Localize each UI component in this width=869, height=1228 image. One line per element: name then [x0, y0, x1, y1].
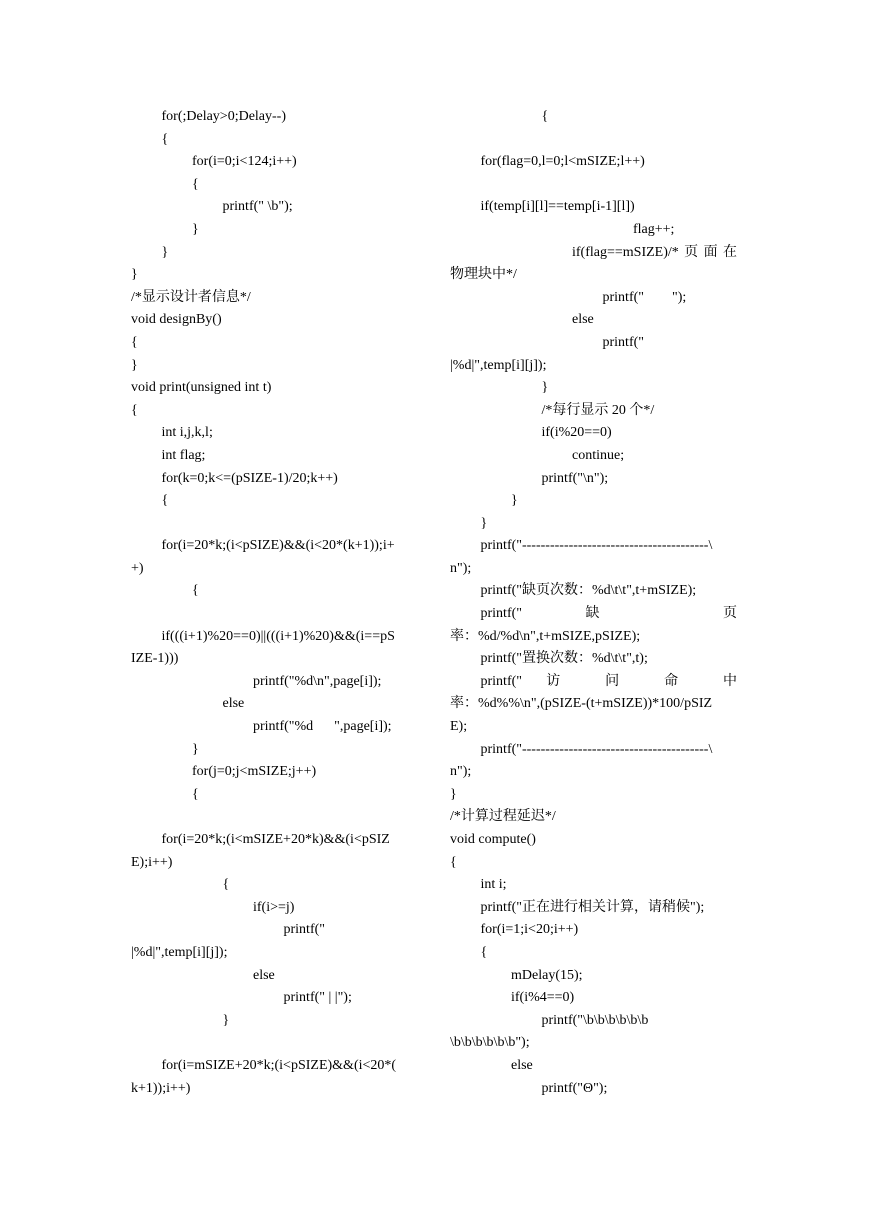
- code-line: }: [192, 741, 199, 757]
- code-line: if(i>=j): [253, 899, 295, 915]
- code-line: else: [511, 1057, 533, 1073]
- code-line: printf("置换次数：%d\t\t",t);: [480, 651, 648, 667]
- code-line: +): [131, 560, 144, 576]
- code-line: printf("\n");: [541, 470, 609, 486]
- code-line: void print(unsigned int t): [131, 380, 272, 396]
- code-line: int i;: [480, 877, 507, 893]
- code-line: {: [131, 402, 138, 418]
- code-line: continue;: [572, 447, 625, 463]
- code-line: if(i%4==0): [511, 990, 575, 1006]
- code-line: }: [511, 493, 518, 509]
- code-line: printf(" 访 问 命 中: [480, 673, 737, 689]
- code-line: else: [253, 967, 275, 983]
- code-line: for(i=20*k;(i<pSIZE)&&(i<20*(k+1));i+: [161, 538, 395, 554]
- code-line: else: [572, 312, 594, 328]
- code-line: printf("----------------------------------------\: [480, 741, 713, 757]
- code-line: if(i%20==0): [541, 425, 612, 441]
- code-line: printf("%d\n",page[i]);: [253, 673, 382, 689]
- code-line: printf(" | |");: [283, 990, 352, 1006]
- code-line: for(j=0;j<mSIZE;j++): [192, 764, 317, 780]
- code-line: E);: [450, 719, 468, 735]
- code-line: \b\b\b\b\b\b");: [450, 1035, 530, 1051]
- code-line: }: [480, 515, 488, 531]
- code-line: }: [131, 267, 138, 283]
- code-line: printf(" \b");: [222, 199, 293, 215]
- code-line: if(temp[i][l]==temp[i-1][l]): [480, 199, 635, 215]
- code-line: IZE-1))): [131, 651, 179, 667]
- code-line: }: [161, 244, 169, 260]
- code-line: printf("缺页次数：%d\t\t",t+mSIZE);: [480, 583, 697, 599]
- code-line: }: [541, 380, 549, 396]
- code-line: {: [131, 334, 138, 350]
- code-line: printf(" 缺 页: [480, 606, 737, 622]
- code-line: for(i=1;i<20;i++): [480, 922, 579, 938]
- code-line: printf("\b\b\b\b\b\b: [541, 1012, 649, 1028]
- code-line: |%d|",temp[i][j]);: [131, 944, 228, 960]
- code-line: for(k=0;k<=(pSIZE-1)/20;k++): [161, 470, 338, 486]
- code-line: printf(": [283, 922, 325, 938]
- code-line: int flag;: [161, 447, 206, 463]
- code-line: 率：%d/%d\n",t+mSIZE,pSIZE);: [450, 628, 641, 644]
- code-line: printf(": [602, 334, 644, 350]
- code-line: [131, 806, 421, 829]
- code-line: int i,j,k,l;: [161, 425, 213, 441]
- code-line: {: [192, 176, 199, 192]
- code-line: if(flag==mSIZE)/*页面在: [572, 244, 737, 260]
- code-line: printf("正在进行相关计算，请稍候");: [480, 899, 705, 915]
- code-line: for(i=mSIZE+20*k;(i<pSIZE)&&(i<20*(: [161, 1057, 397, 1073]
- code-line: k+1));i++): [131, 1080, 191, 1096]
- code-line: {: [480, 944, 488, 960]
- code-line: if(((i+1)%20==0)||(((i+1)%20)&&(i==pS: [161, 628, 395, 644]
- code-line: [450, 174, 737, 197]
- code-line: flag++;: [633, 221, 675, 237]
- code-line: |%d|",temp[i][j]);: [450, 357, 547, 373]
- code-line: n");: [450, 764, 472, 780]
- code-line: }: [131, 357, 138, 373]
- code-line: {: [222, 877, 230, 893]
- code-line: /*每行显示 20 个*/: [541, 402, 655, 418]
- code-line: void designBy(): [131, 312, 222, 328]
- code-line: n");: [450, 560, 472, 576]
- code-line: {: [192, 583, 199, 599]
- code-line: [131, 513, 421, 536]
- code-line: void compute(): [450, 832, 536, 847]
- code-line: printf("Θ");: [541, 1080, 608, 1096]
- code-line: printf(" ");: [602, 289, 687, 305]
- code-line: else: [222, 696, 245, 712]
- code-line: for(i=0;i<124;i++): [192, 154, 297, 170]
- code-line: {: [192, 786, 199, 802]
- code-column-left: [131, 106, 421, 1100]
- code-line: E);i++): [131, 854, 173, 870]
- code-line: {: [161, 493, 169, 509]
- code-line: {: [450, 854, 457, 870]
- code-line: [131, 1032, 421, 1055]
- code-column-right: [450, 106, 737, 1100]
- code-line: {: [541, 109, 549, 124]
- code-line: {: [161, 131, 169, 147]
- code-line: for(;Delay>0;Delay--): [161, 109, 287, 124]
- code-line: [450, 129, 737, 152]
- code-line: }: [192, 221, 199, 237]
- code-line: [131, 603, 421, 626]
- code-line: }: [450, 786, 457, 802]
- code-line: /*显示设计者信息*/: [131, 289, 251, 305]
- code-line: 率：%d%%\n",(pSIZE-(t+mSIZE))*100/pSIZ: [450, 696, 713, 712]
- code-line: for(flag=0,l=0;l<mSIZE;l++): [480, 154, 645, 170]
- code-line: printf("----------------------------------------\: [480, 538, 713, 554]
- code-line: printf("%d ",page[i]);: [253, 719, 392, 735]
- code-line: 物理块中*/: [450, 267, 517, 283]
- code-line: }: [222, 1012, 230, 1028]
- code-line: /*计算过程延迟*/: [450, 809, 556, 825]
- code-line: for(i=20*k;(i<mSIZE+20*k)&&(i<pSIZ: [161, 832, 390, 847]
- code-line: mDelay(15);: [511, 967, 583, 983]
